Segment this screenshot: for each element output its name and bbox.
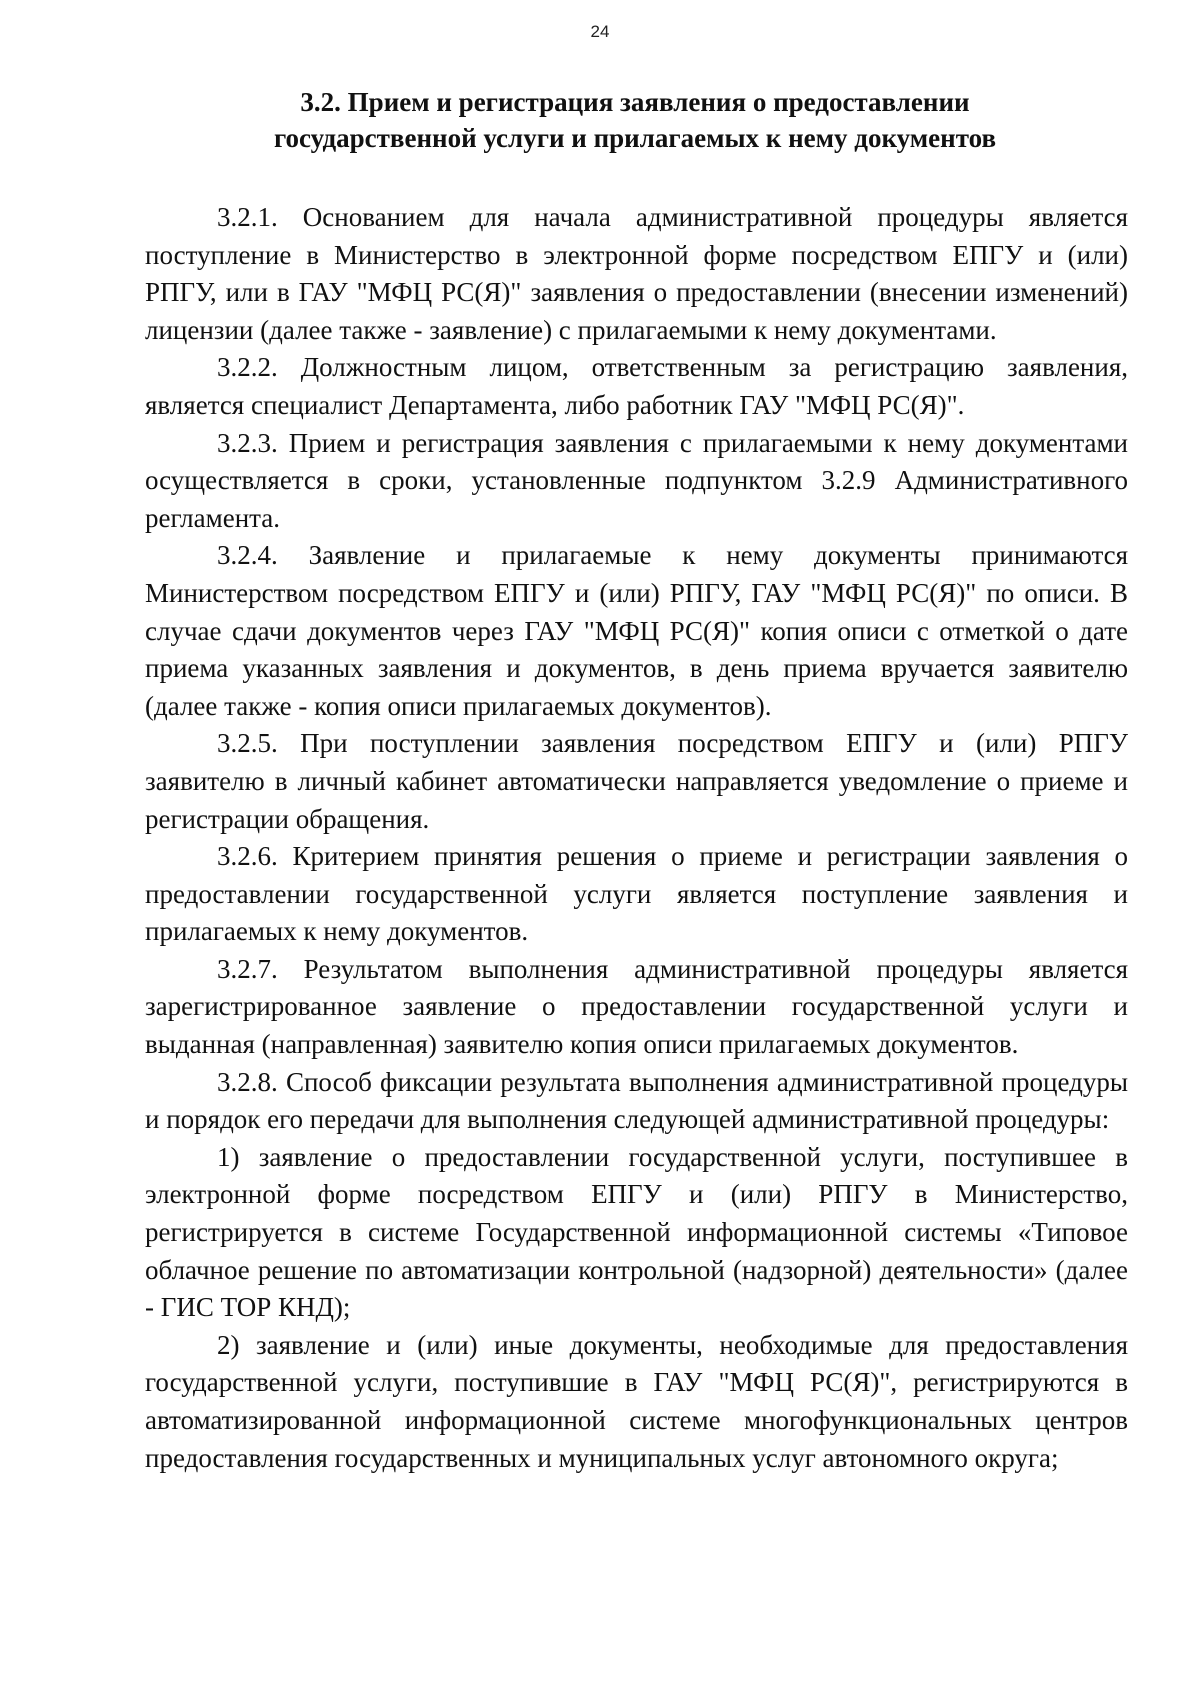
document-body — [145, 199, 1128, 1477]
paragraph-3-2-4: 3.2.4. Заявление и прилагаемые к нему документы принимаются Министерством посредством ЕПГУ и (или) РПГУ, ГАУ "МФЦ РС(Я)" по описи. В случае сдачи документов через ГАУ "МФЦ РС(Я)" копия описи с отметкой о дате приема указанных заявления и документов, в день приема вручается заявителю (далее также - копия описи прилагаемых документов). — [145, 540, 1128, 721]
section-heading — [145, 84, 1125, 156]
paragraph-3-2-5: 3.2.5. При поступлении заявления посредством ЕПГУ и (или) РПГУ заявителю в личный кабинет автоматически направляется уведомление о приеме и регистрации обращения. — [145, 728, 1128, 834]
list-item-1: 1) заявление о предоставлении государственной услуги, поступившее в электронной форме посредством ЕПГУ и (или) РПГУ в Министерство, регистрируется в системе Государственной информационной системы «Типовое облачное решение по автоматизации контрольной (надзорной) деятельности» (далее - ГИС ТОР КНД); — [145, 1141, 1128, 1323]
page-number: 24 — [590, 22, 610, 41]
paragraph-3-2-8: 3.2.8. Способ фиксации результата выполнения административной процедуры и порядок его передачи для выполнения следующей административной процедуры: — [145, 1066, 1128, 1135]
section-heading-line-2: государственной услуги и прилагаемых к нему документов — [273, 123, 997, 153]
list-item-2: 2) заявление и (или) иные документы, необходимые для предоставления государственной услуги, поступившие в ГАУ "МФЦ РС(Я)", регистрируются в автоматизированной информационной системе многофункциональных центров предоставления государственных и муниципальных услуг автономного округа; — [145, 1329, 1128, 1473]
paragraph-3-2-3: 3.2.3. Прием и регистрация заявления с прилагаемыми к нему документами осуществляется в сроки, установленные подпунктом 3.2.9 Административного регламента. — [145, 427, 1128, 533]
paragraph-3-2-1: 3.2.1. Основанием для начала административной процедуры является поступление в Министерство в электронной форме посредством ЕПГУ и (или) РПГУ, или в ГАУ "МФЦ РС(Я)" заявления о предоставлении (внесении изменений) лицензии (далее также - заявление) с прилагаемыми к нему документами. — [145, 202, 1128, 345]
paragraph-3-2-7: 3.2.7. Результатом выполнения административной процедуры является зарегистрированное заявление о предоставлении государственной услуги и выданная (направленная) заявителю копия описи прилагаемых документов. — [145, 953, 1128, 1060]
paragraph-3-2-2: 3.2.2. Должностным лицом, ответственным за регистрацию заявления, является специалист Департамента, либо работник ГАУ "МФЦ РС(Я)". — [145, 352, 1128, 420]
paragraph-3-2-6: 3.2.6. Критерием принятия решения о приеме и регистрации заявления о предоставлении государственной услуги является поступление заявления и прилагаемых к нему документов. — [145, 841, 1128, 947]
section-heading-line-1: 3.2. Прием и регистрация заявления о предоставлении — [300, 87, 970, 117]
